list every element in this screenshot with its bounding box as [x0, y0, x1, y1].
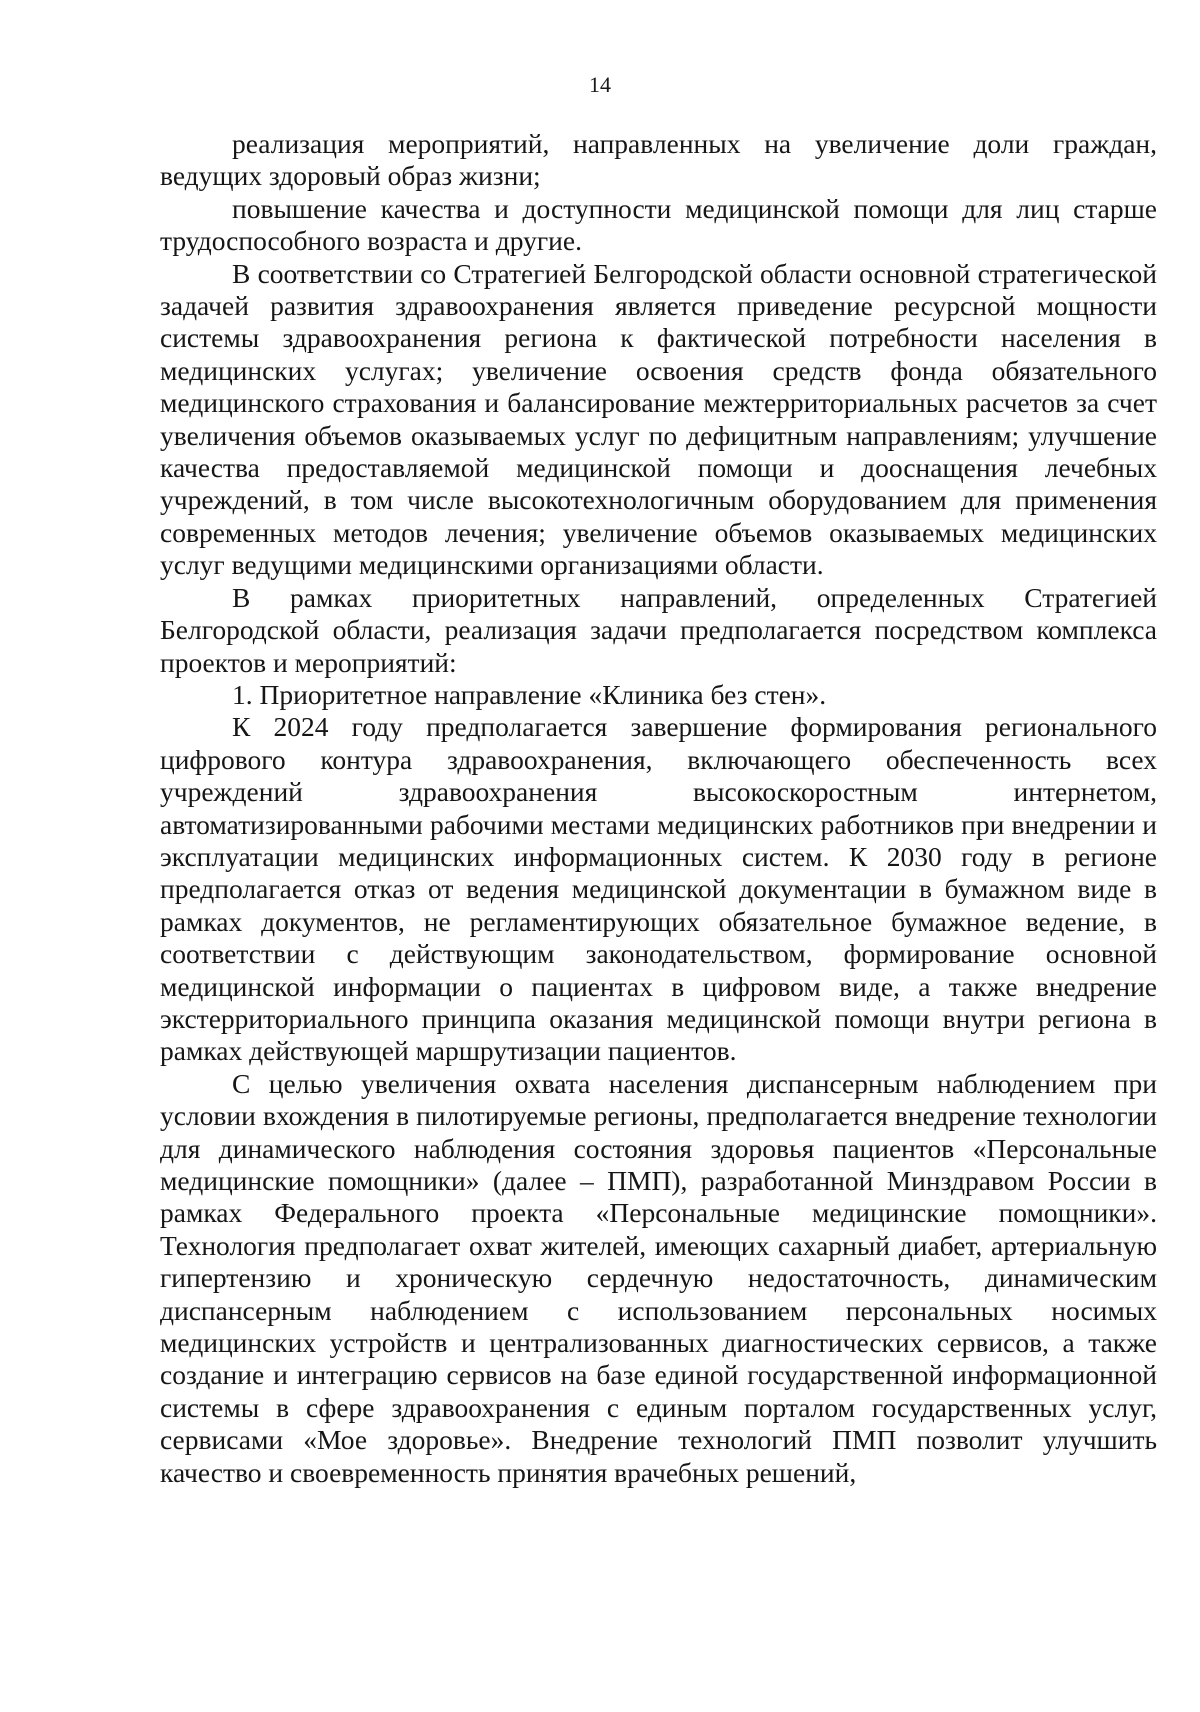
page-number: 14 [589, 72, 611, 97]
paragraph-digital-contour: К 2024 году предполагается завершение формирования регионального цифрового контура здравоохранения, включающего обеспеченность всех учреждений здравоохранения высокоскоростным интернетом, автоматизированными рабочими местами медицинских работников при внедрении и эксплуатации медицинских информационных систем. К 2030 году в регионе предполагается отказ от ведения медицинской документации в бумажном виде в рамках документов, не регламентирующих обязательное бумажное ведение, в соответствии с действующим законодательством, формирование основной медицинской информации о пациентах в цифровом виде, а также внедрение экстерриториального принципа оказания медицинской помощи внутри региона в рамках действующей маршрутизации пациентов. [160, 711, 1157, 1067]
paragraph-clinic-without-walls-heading: 1. Приоритетное направление «Клиника без стен». [232, 678, 827, 710]
paragraph-elderly-care: повышение качества и доступности медицинской помощи для лиц старше трудоспособного возраста и другие. [160, 192, 1157, 257]
paragraph-healthy-lifestyle: реализация мероприятий, направленных на увеличение доли граждан, ведущих здоровый образ жизни; [160, 128, 1157, 192]
paragraph-priority-directions: В рамках приоритетных направлений, определенных Стратегией Белгородской области, реализация задачи предполагается посредством комплекса проектов и мероприятий: [160, 581, 1157, 678]
paragraph-strategy-goals: В соответствии со Стратегией Белгородской области основной стратегической задачей развития здравоохранения является приведение ресурсной мощности системы здравоохранения региона к фактической потребности населения в медицинских услугах; увеличение освоения средств фонда обязательного медицинского страхования и балансирование межтерриториальных расчетов за счет увеличения объемов оказываемых услуг по дефицитным направлениям; улучшение качества предоставляемой медицинской помощи и дооснащения лечебных учреждений, в том числе высокотехнологичным оборудованием для применения современных методов лечения; увеличение объемов оказываемых медицинских услуг ведущими медицинскими организациями области. [160, 257, 1157, 581]
document-body [160, 128, 1157, 1489]
paragraph-personal-medical-assistants: С целью увеличения охвата населения диспансерным наблюдением при условии вхождения в пилотируемые регионы, предполагается внедрение технологии для динамического наблюдения состояния здоровья пациентов «Персональные медицинские помощники» (далее – ПМП), разработанной Минздравом России в рамках Федерального проекта «Персональные медицинские помощники». Технология предполагает охват жителей, имеющих сахарный диабет, артериальную гипертензию и хроническую сердечную недостаточность, динамическим диспансерным наблюдением с использованием персональных носимых медицинских устройств и централизованных диагностических сервисов, а также создание и интеграцию сервисов на базе единой государственной информационной системы в сфере здравоохранения с единым порталом государственных услуг, сервисами «Мое здоровье». Внедрение технологий ПМП позволит улучшить качество и своевременность принятия врачебных решений, [160, 1067, 1157, 1488]
